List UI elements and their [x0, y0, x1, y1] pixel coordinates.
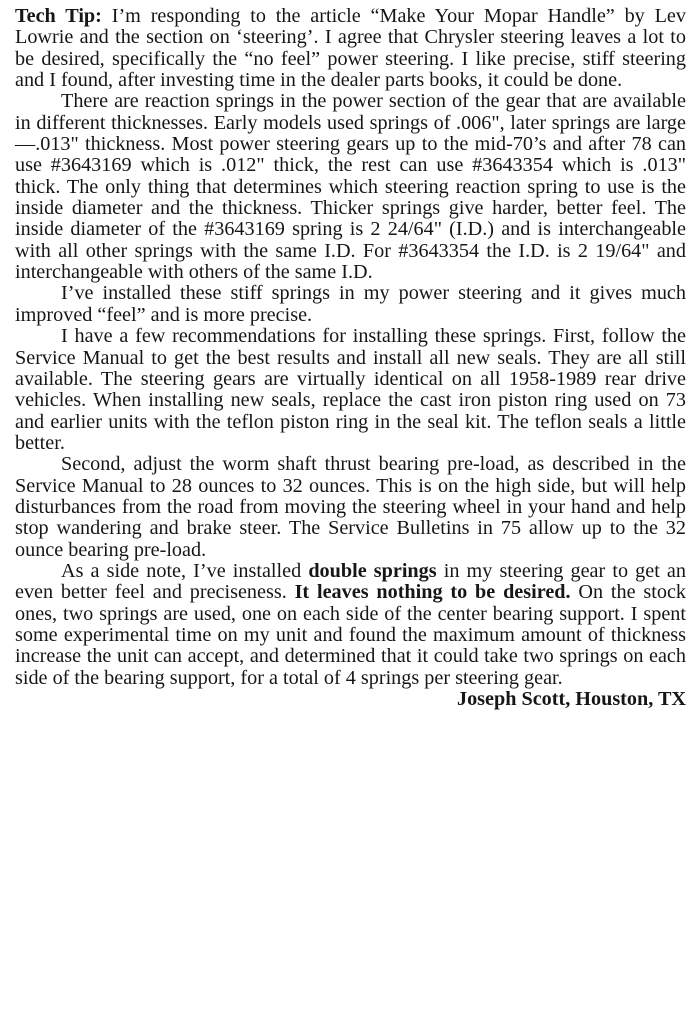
- paragraph-double-springs: [15, 559, 686, 710]
- tech-tip-heading: Tech Tip:: [15, 5, 102, 27]
- paragraph-installed: I’ve installed these stiff springs in my power steering and it gives much improved “feel” and is more precise.: [15, 282, 686, 326]
- double-springs-text-e: On the stock ones, two springs are used, one on each side of the center bearing support. I spent some experimental time on my unit and found the maximum amount of thickness increase the unit can accept, and determined that it could take two springs on each side of the bearing support, for a total of 4 springs per steering gear.: [15, 581, 686, 689]
- double-springs-text-a: As a side note, I’ve installed: [61, 559, 309, 582]
- author-signature: Joseph Scott, Houston, TX: [456, 688, 686, 710]
- double-springs-text-c: in my steering gear to get an even better feel and preciseness.: [15, 559, 686, 604]
- paragraph-intro: [15, 6, 686, 91]
- double-springs-emphasis: double springs: [308, 559, 437, 582]
- paragraph-preload: Second, adjust the worm shaft thrust bearing pre-load, as described in the Service Manual to 28 ounces to 32 ounces. This is on the high side, but will help disturbances from the road from moving the steering wheel in your hand and help stop wandering and brake steer. The Service Bulletins in 75 allow up to the 32 ounce bearing pre-load.: [15, 453, 686, 561]
- paragraph-reaction-springs: There are reaction springs in the power section of the gear that are available in different thicknesses. Early models used springs of .006", later springs are large—.013" thickness. Most power steering gears up to the mid-70’s and after 78 can use #3643169 which is .012" thick, the rest can use #3643354 which is .013" thick. The only thing that determines which steering reaction spring to use is the inside diameter and the thickness. Thicker springs give harder, better feel. The inside diameter of the #3643169 spring is 2 24/64" (I.D.) and is interchangeable with all other springs with the same I.D. For #3643354 the I.D. is 2 19/64" and interchangeable with others of the same I.D.: [15, 90, 686, 284]
- paragraph-recommendations: I have a few recommendations for installing these springs. First, follow the Service Manual to get the best results and install all new seals. They are all still available. The steering gears are virtually identical on all 1958-1989 rear drive vehicles. When installing new seals, replace the cast iron piston ring used on 73 and earlier units with the teflon piston ring in the seal kit. The teflon seals a little better.: [15, 325, 686, 454]
- leaves-nothing-emphasis: It leaves nothing to be desired.: [294, 581, 571, 604]
- paragraph-intro-text: I’m responding to the article “Make Your Mopar Handle” by Lev Lowrie and the section on ‘steering’. I agree that Chrysler steering leaves a lot to be desired, specifically the “no feel” power steering. I like precise, stiff steering and I found, after investing time in the dealer parts books, it could be done.: [15, 5, 686, 92]
